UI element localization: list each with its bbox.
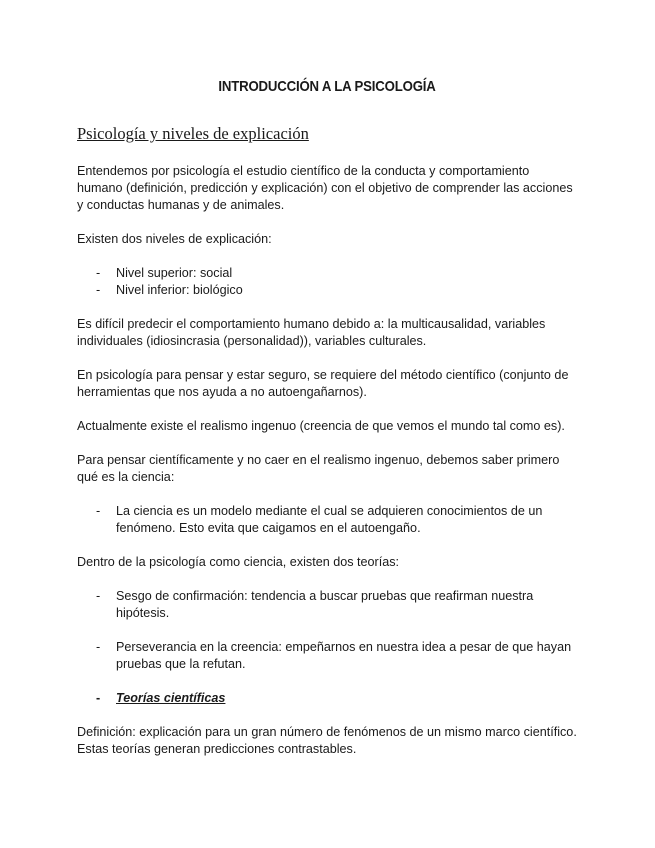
document-title: INTRODUCCIÓN A LA PSICOLOGÍA: [218, 78, 436, 95]
paragraph-levels-intro: Existen dos niveles de explicación:: [77, 232, 272, 246]
paragraph-definition: Entendemos por psicología el estudio científico de la conducta y comportamiento humano (definición, predicción y explicación) con el objetivo de comprender las acciones y conductas humanas y de animales.: [77, 164, 573, 212]
list-item: - Sesgo de confirmación: tendencia a buscar pruebas que reafirman nuestra hipótesis.: [77, 588, 577, 622]
theories-list: [77, 588, 577, 673]
science-list: [77, 503, 577, 537]
list-item: - Nivel inferior: biológico: [77, 282, 577, 299]
levels-list: [77, 265, 577, 299]
document-body: [77, 163, 577, 775]
paragraph-theories-intro: Dentro de la psicología como ciencia, existen dos teorías:: [77, 555, 400, 569]
paragraph-naive-realism: Actualmente existe el realismo ingenuo (creencia de que vemos el mundo tal como es).: [77, 419, 565, 433]
list-item: - La ciencia es un modelo mediante el cual se adquieren conocimientos de un fenómeno. Esto evita que caigamos en el autoengaño.: [77, 503, 577, 537]
list-item: - Nivel superior: social: [77, 265, 577, 282]
list-item: - Perseverancia en la creencia: empeñarnos en nuestra idea a pesar de que hayan pruebas que la refutan.: [77, 639, 577, 673]
section-subtitle: Psicología y niveles de explicación: [77, 124, 309, 143]
paragraph-definition-theories: Definición: explicación para un gran número de fenómenos de un mismo marco científico. Estas teorías generan predicciones contrastables.: [77, 725, 577, 756]
paragraph-science-intro: Para pensar científicamente y no caer en el realismo ingenuo, debemos saber primero qué es la ciencia:: [77, 453, 560, 484]
scientific-theories-heading: Teorías científicas: [116, 691, 226, 705]
scientific-theories-item: [77, 690, 577, 707]
paragraph-scientific-method: En psicología para pensar y estar seguro, se requiere del método científico (conjunto de herramientas que nos ayuda a no autoengañarnos).: [77, 368, 569, 399]
paragraph-difficulty: Es difícil predecir el comportamiento humano debido a: la multicausalidad, variables individuales (idiosincrasia (personalidad)), variables culturales.: [77, 317, 546, 348]
scientific-theories-list: [77, 690, 577, 707]
